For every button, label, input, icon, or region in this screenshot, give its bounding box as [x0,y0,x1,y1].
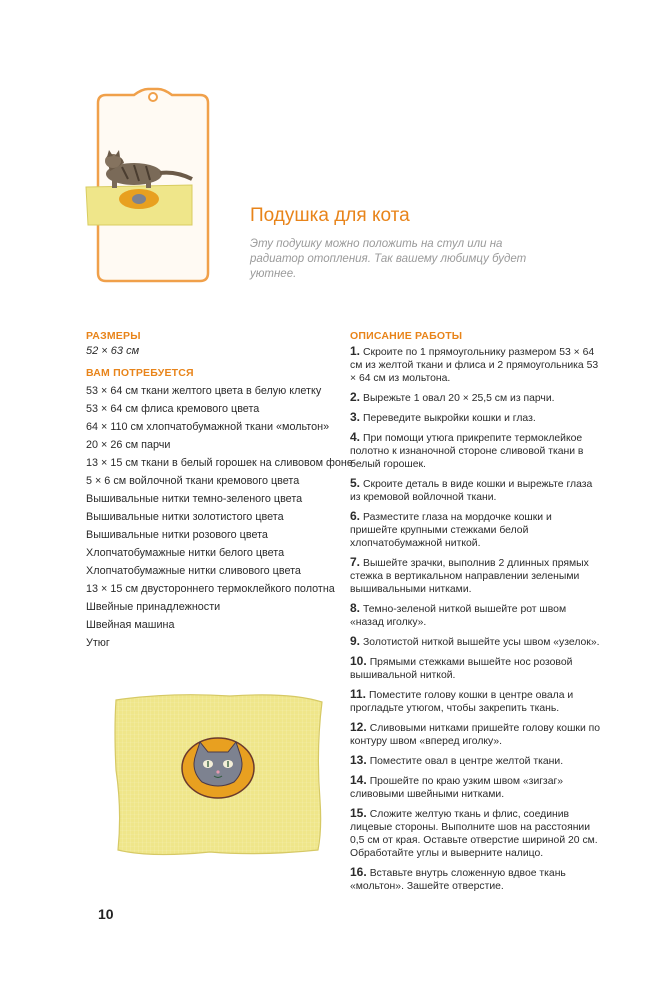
step-number: 15. [350,806,367,820]
step-item [350,635,602,649]
step-item [350,477,602,504]
list-item: Вышивальные нитки темно-зеленого цвета [86,493,303,505]
step-item [350,510,602,550]
step-item [350,345,602,385]
step-number: 7. [350,555,361,569]
step-text: Золотистой ниткой вышейте усы швом «узелок». [363,637,600,648]
step-text: Переведите выкройки кошки и глаз. [363,413,536,424]
list-item: 64 × 110 см хлопчатобумажной ткани «мольтон» [86,421,330,433]
instructions-heading: ОПИСАНИЕ РАБОТЫ [350,330,463,342]
step-text: При помощи утюга прикрепите термоклейкое полотно к изнаночной стороне сливовой ткани в белый горошек. [350,433,584,470]
step-item [350,391,602,405]
list-item: Хлопчатобумажные нитки сливового цвета [86,565,301,577]
step-number: 11. [350,687,367,701]
list-item: 13 × 15 см ткани в белый горошек на сливовом фоне [86,457,353,469]
list-item: 53 × 64 см ткани желтого цвета в белую клетку [86,385,322,397]
step-number: 8. [350,601,361,615]
step-number: 4. [350,430,361,444]
list-item: 20 × 26 см парчи [86,439,171,451]
page-number: 10 [98,906,114,922]
cat-on-pillow-photo [84,87,194,227]
list-item: 53 × 64 см флиса кремового цвета [86,403,260,415]
list-item: Хлопчатобумажные нитки белого цвета [86,547,285,559]
step-text: Скроите по 1 прямоугольнику размером 53 × 64 см из желтой ткани и флиса и 2 прямоугольника 53 × 64 см из мольтона. [350,347,599,384]
list-item: Утюг [86,637,110,649]
step-text: Прямыми стежками вышейте нос розовой вышивальной ниткой. [350,657,573,681]
list-item: Вышивальные нитки золотистого цвета [86,511,284,523]
step-item [350,688,602,715]
step-number: 10. [350,654,367,668]
right-column [350,330,602,899]
list-item: Вышивальные нитки розового цвета [86,529,268,541]
sizes-heading: РАЗМЕРЫ [86,330,141,342]
step-text: Темно-зеленой ниткой вышейте рот швом «назад иголку». [350,604,567,628]
step-number: 16. [350,865,367,879]
step-item [350,721,602,748]
step-item [350,431,602,471]
step-number: 12. [350,720,367,734]
sizes-value: 52 × 63 см [86,345,140,357]
step-text: Скроите деталь в виде кошки и вырежьте глаза из кремовой войлочной ткани. [350,479,593,503]
step-item [350,866,602,893]
step-number: 6. [350,509,361,523]
step-number: 3. [350,410,361,424]
page-subtitle: Эту подушку можно положить на стул или на радиатор отопления. Так вашему любимцу будет уютнее. [250,238,527,280]
step-text: Сложите желтую ткань и флис, соединив лицевые стороны. Выполните шов на расстоянии 0,5 см от края. Оставьте отверстие шириной 20 см. Обработайте углы и выверните налицо. [350,809,598,859]
step-text: Вставьте внутрь сложенную вдвое ткань «мольтон». Зашейте отверстие. [350,868,566,892]
step-text: Вырежьте 1 овал 20 × 25,5 см из парчи. [363,393,555,404]
step-number: 9. [350,634,361,648]
step-item [350,411,602,425]
step-text: Сливовыми нитками пришейте голову кошки по контуру швом «вперед иголку». [350,723,601,747]
pillow-photo [110,690,326,858]
step-number: 13. [350,753,367,767]
step-item [350,774,602,801]
page-title: Подушка для кота [250,205,410,226]
step-text: Прошейте по краю узким швом «зигзаг» сливовыми швейными нитками. [350,776,564,800]
step-number: 2. [350,390,361,404]
materials-heading: ВАМ ПОТРЕБУЕТСЯ [86,367,194,379]
step-text: Поместите голову кошки в центре овала и прогладьте утюгом, чтобы закрепить ткань. [350,690,574,714]
tag-card [84,87,222,285]
list-item: 13 × 15 см двустороннего термоклейкого полотна [86,583,335,595]
step-item [350,754,602,768]
step-text: Разместите глаза на мордочке кошки и пришейте крупными стежками белой хлопчатобумажной ниткой. [350,512,552,549]
step-number: 5. [350,476,361,490]
step-item [350,556,602,596]
step-number: 14. [350,773,367,787]
steps-list [350,345,602,893]
step-number: 1. [350,344,361,358]
materials-list [86,382,353,652]
list-item: Швейные принадлежности [86,601,221,613]
step-item [350,602,602,629]
list-item: 5 × 6 см войлочной ткани кремового цвета [86,475,300,487]
step-item [350,807,602,860]
step-text: Поместите овал в центре желтой ткани. [369,756,564,767]
list-item: Швейная машина [86,619,175,631]
step-text: Вышейте зрачки, выполнив 2 длинных прямых стежка в вертикальном направлении зелеными вышивальными нитками. [350,558,589,595]
left-column [86,330,353,652]
step-item [350,655,602,682]
